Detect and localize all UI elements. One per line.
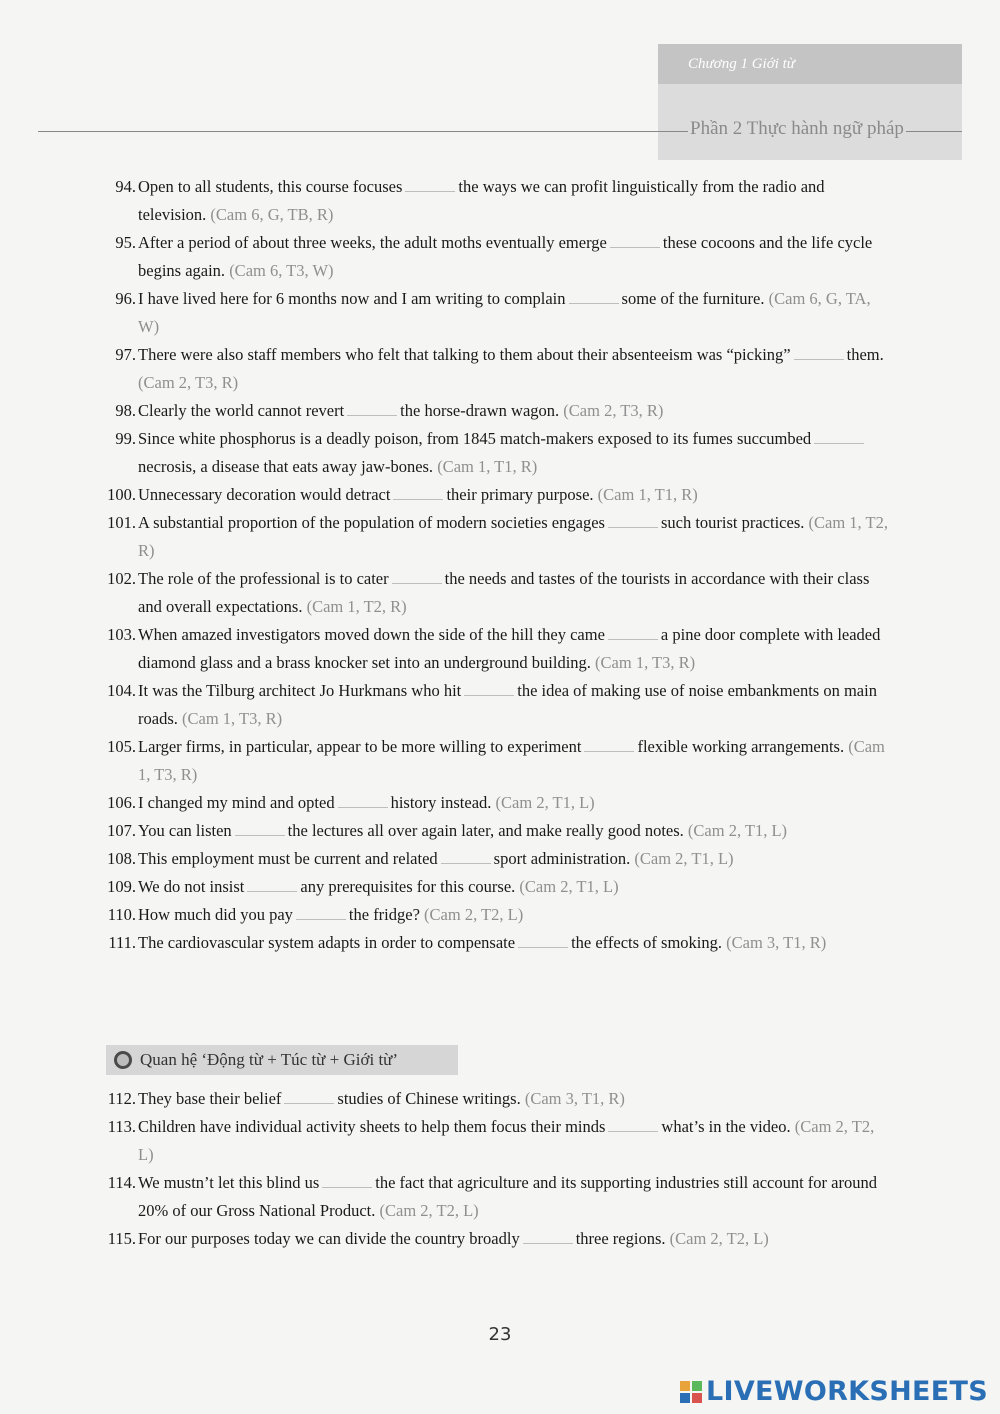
exercise-text-after: the idea of making use of noise embankments on main roads. bbox=[138, 681, 877, 728]
exercise-text-after: the needs and tastes of the tourists in accordance with their class and overall expectations. bbox=[138, 569, 870, 616]
section-header bbox=[106, 1045, 458, 1075]
exercise-text-before: There were also staff members who felt that talking to them about their absenteeism was “picking” bbox=[138, 345, 791, 364]
exercise-item bbox=[100, 397, 890, 425]
exercise-text bbox=[138, 873, 890, 901]
exercise-text-before: I changed my mind and opted bbox=[138, 793, 335, 812]
answer-blank[interactable] bbox=[608, 625, 658, 640]
exercise-text-before: Since white phosphorus is a deadly poison, from 1845 match-makers exposed to its fumes succumbed bbox=[138, 429, 812, 448]
exercise-text bbox=[138, 1113, 890, 1169]
part-label: Phần 2 Thực hành ngữ pháp bbox=[690, 118, 904, 139]
exercise-text bbox=[138, 229, 890, 285]
exercise-text-before: Open to all students, this course focuses bbox=[138, 177, 403, 196]
exercise-item bbox=[100, 677, 890, 733]
exercise-text bbox=[138, 901, 890, 929]
exercise-source: (Cam 1, T3, R) bbox=[138, 737, 885, 784]
exercise-text bbox=[138, 789, 890, 817]
exercise-text-after: the fridge? bbox=[348, 905, 420, 924]
exercise-number: 95. bbox=[115, 233, 136, 252]
exercise-text bbox=[138, 565, 890, 621]
answer-blank[interactable] bbox=[610, 233, 660, 248]
exercise-text bbox=[138, 173, 890, 229]
exercise-source: (Cam 1, T2, R) bbox=[138, 513, 888, 560]
answer-blank[interactable] bbox=[322, 1173, 372, 1188]
exercise-item bbox=[100, 229, 890, 285]
answer-blank[interactable] bbox=[569, 289, 619, 304]
exercise-source: (Cam 1, T2, R) bbox=[306, 597, 407, 616]
exercise-number: 104. bbox=[107, 681, 136, 700]
exercise-number: 110. bbox=[107, 905, 136, 924]
liveworksheets-logo bbox=[680, 1376, 988, 1407]
exercise-text-before: Clearly the world cannot revert bbox=[138, 401, 345, 420]
exercise-source: (Cam 1, T1, R) bbox=[437, 457, 538, 476]
exercise-text-after: the ways we can profit linguistically from the radio and television. bbox=[138, 177, 825, 224]
exercise-text bbox=[138, 481, 890, 509]
exercise-source: (Cam 2, T3, R) bbox=[138, 373, 239, 392]
exercise-text bbox=[138, 285, 890, 341]
exercise-number: 105. bbox=[107, 737, 136, 756]
exercise-number: 100. bbox=[107, 485, 136, 504]
exercise-number: 113. bbox=[107, 1117, 136, 1136]
answer-blank[interactable] bbox=[405, 177, 455, 192]
exercise-number: 97. bbox=[115, 345, 136, 364]
exercise-text-after: a pine door complete with leaded diamond glass and a brass knocker set into an underground building. bbox=[138, 625, 881, 672]
exercise-text bbox=[138, 929, 890, 957]
bullet-circle-icon bbox=[114, 1051, 132, 1069]
exercise-text-before: We do not insist bbox=[138, 877, 245, 896]
exercise-number: 109. bbox=[107, 877, 136, 896]
exercise-item bbox=[100, 817, 890, 845]
exercise-source: (Cam 6, G, TB, R) bbox=[210, 205, 334, 224]
exercise-text bbox=[138, 1169, 890, 1225]
exercise-item bbox=[100, 173, 890, 229]
exercise-text bbox=[138, 621, 890, 677]
exercise-item bbox=[100, 341, 890, 397]
exercise-number: 99. bbox=[115, 429, 136, 448]
exercise-text-before: It was the Tilburg architect Jo Hurkmans who hit bbox=[138, 681, 462, 700]
exercise-text-before: A substantial proportion of the population of modern societies engages bbox=[138, 513, 605, 532]
answer-blank[interactable] bbox=[608, 1117, 658, 1132]
exercise-source: (Cam 6, T3, W) bbox=[229, 261, 334, 280]
exercise-number: 106. bbox=[107, 793, 136, 812]
exercise-item bbox=[100, 733, 890, 789]
exercise-number: 114. bbox=[107, 1173, 136, 1192]
exercise-item bbox=[100, 929, 890, 957]
exercise-number: 115. bbox=[107, 1229, 136, 1248]
answer-blank[interactable] bbox=[523, 1229, 573, 1244]
logo-grid-icon bbox=[680, 1381, 702, 1403]
exercise-text-before: Unnecessary decoration would detract bbox=[138, 485, 391, 504]
exercise-text-after: the fact that agriculture and its supporting industries still account for around 20% of our Gross National Product. bbox=[138, 1173, 877, 1220]
exercise-text-after: the lectures all over again later, and make really good notes. bbox=[287, 821, 684, 840]
exercise-text bbox=[138, 733, 890, 789]
exercise-text-after: three regions. bbox=[575, 1229, 666, 1248]
exercise-item bbox=[100, 621, 890, 677]
exercise-item bbox=[100, 873, 890, 901]
answer-blank[interactable] bbox=[347, 401, 397, 416]
exercise-text-after: the effects of smoking. bbox=[571, 933, 722, 952]
exercise-source: (Cam 2, T1, L) bbox=[687, 821, 788, 840]
answer-blank[interactable] bbox=[584, 737, 634, 752]
exercise-number: 101. bbox=[107, 513, 136, 532]
exercise-source: (Cam 2, T1, L) bbox=[634, 849, 734, 868]
exercise-text-before: When amazed investigators moved down the side of the hill they came bbox=[138, 625, 605, 644]
exercise-number: 107. bbox=[107, 821, 136, 840]
exercise-text bbox=[138, 425, 890, 481]
exercise-number: 103. bbox=[107, 625, 136, 644]
exercise-source: (Cam 3, T1, R) bbox=[726, 933, 827, 952]
page-number: 23 bbox=[488, 1324, 512, 1345]
answer-blank[interactable] bbox=[284, 1089, 334, 1104]
exercise-source: (Cam 2, T2, L) bbox=[424, 905, 524, 924]
exercise-text-after: the horse-drawn wagon. bbox=[400, 401, 560, 420]
exercise-text-before: We mustn’t let this blind us bbox=[138, 1173, 320, 1192]
answer-blank[interactable] bbox=[247, 877, 297, 892]
answer-blank[interactable] bbox=[464, 681, 514, 696]
exercise-text-after: flexible working arrangements. bbox=[637, 737, 845, 756]
exercise-item bbox=[100, 1113, 890, 1169]
brand-text: LIVEWORKSHEETS bbox=[705, 1376, 988, 1407]
exercise-source: (Cam 3, T1, R) bbox=[524, 1089, 625, 1108]
exercise-text-after: their primary purpose. bbox=[446, 485, 594, 504]
exercise-text-after: them. bbox=[846, 345, 884, 364]
exercise-text bbox=[138, 397, 890, 425]
exercise-text bbox=[138, 845, 890, 873]
answer-blank[interactable] bbox=[393, 485, 443, 500]
exercise-text bbox=[138, 1085, 890, 1113]
exercise-source: (Cam 2, T1, L) bbox=[495, 793, 595, 812]
exercise-item bbox=[100, 789, 890, 817]
exercise-source: (Cam 2, T2, L) bbox=[669, 1229, 769, 1248]
exercise-text bbox=[138, 509, 890, 565]
exercise-text-after: these cocoons and the life cycle begins again. bbox=[138, 233, 873, 280]
answer-blank[interactable] bbox=[814, 429, 864, 444]
exercise-text-after: studies of Chinese writings. bbox=[337, 1089, 521, 1108]
exercise-text-before: After a period of about three weeks, the adult moths eventually emerge bbox=[138, 233, 607, 252]
answer-blank[interactable] bbox=[235, 821, 285, 836]
exercise-text-before: I have lived here for 6 months now and I am writing to complain bbox=[138, 289, 566, 308]
exercise-source: (Cam 1, T1, R) bbox=[597, 485, 698, 504]
exercise-text-before: The cardiovascular system adapts in order to compensate bbox=[138, 933, 516, 952]
answer-blank[interactable] bbox=[338, 793, 388, 808]
exercise-text bbox=[138, 341, 890, 397]
exercise-item bbox=[100, 1085, 890, 1113]
exercise-text-after: history instead. bbox=[390, 793, 492, 812]
exercise-number: 94. bbox=[115, 177, 136, 196]
exercise-source: (Cam 1, T3, R) bbox=[182, 709, 283, 728]
exercise-text-after: what’s in the video. bbox=[661, 1117, 791, 1136]
exercise-source: (Cam 6, G, TA, W) bbox=[138, 289, 871, 336]
exercise-list bbox=[100, 173, 890, 957]
exercise-text-after: any prerequisites for this course. bbox=[300, 877, 516, 896]
exercise-text-before: They base their belief bbox=[138, 1089, 282, 1108]
exercise-list-2 bbox=[100, 1085, 890, 1253]
exercise-number: 108. bbox=[107, 849, 136, 868]
exercise-item bbox=[100, 901, 890, 929]
exercise-item bbox=[100, 565, 890, 621]
chapter-label: Chương 1 Giới từ bbox=[688, 56, 795, 72]
exercise-text bbox=[138, 1225, 890, 1253]
exercise-number: 111. bbox=[108, 933, 136, 952]
answer-blank[interactable] bbox=[296, 905, 346, 920]
exercise-text-after: some of the furniture. bbox=[621, 289, 765, 308]
exercise-text-before: Larger firms, in particular, appear to be more willing to experiment bbox=[138, 737, 582, 756]
exercise-item bbox=[100, 1225, 890, 1253]
exercise-text-after: sport administration. bbox=[493, 849, 631, 868]
exercise-item bbox=[100, 845, 890, 873]
exercise-text-after: such tourist practices. bbox=[660, 513, 805, 532]
exercise-text bbox=[138, 677, 890, 733]
exercise-text-before: Children have individual activity sheets to help them focus their minds bbox=[138, 1117, 606, 1136]
exercise-item bbox=[100, 285, 890, 341]
exercise-item bbox=[100, 425, 890, 481]
answer-blank[interactable] bbox=[392, 569, 442, 584]
exercise-item bbox=[100, 1169, 890, 1225]
exercise-text bbox=[138, 817, 890, 845]
section-title: Quan hệ ‘Động từ + Túc từ + Giới từ’ bbox=[140, 1050, 399, 1069]
exercise-source: (Cam 2, T2, L) bbox=[138, 1117, 875, 1164]
answer-blank[interactable] bbox=[794, 345, 844, 360]
exercise-number: 98. bbox=[115, 401, 136, 420]
exercise-number: 96. bbox=[115, 289, 136, 308]
exercise-text-before: You can listen bbox=[138, 821, 232, 840]
exercise-item bbox=[100, 509, 890, 565]
exercise-text-before: For our purposes today we can divide the country broadly bbox=[138, 1229, 520, 1248]
exercise-text-after: necrosis, a disease that eats away jaw-bones. bbox=[138, 457, 434, 476]
answer-blank[interactable] bbox=[518, 933, 568, 948]
exercise-item bbox=[100, 481, 890, 509]
exercise-text-before: The role of the professional is to cater bbox=[138, 569, 389, 588]
exercise-text-before: How much did you pay bbox=[138, 905, 293, 924]
exercise-text-before: This employment must be current and related bbox=[138, 849, 438, 868]
exercise-source: (Cam 1, T3, R) bbox=[595, 653, 696, 672]
exercise-source: (Cam 2, T1, L) bbox=[519, 877, 619, 896]
exercise-source: (Cam 2, T3, R) bbox=[563, 401, 664, 420]
exercise-number: 112. bbox=[107, 1089, 136, 1108]
answer-blank[interactable] bbox=[608, 513, 658, 528]
exercise-number: 102. bbox=[107, 569, 136, 588]
exercise-source: (Cam 2, T2, L) bbox=[379, 1201, 479, 1220]
answer-blank[interactable] bbox=[441, 849, 491, 864]
